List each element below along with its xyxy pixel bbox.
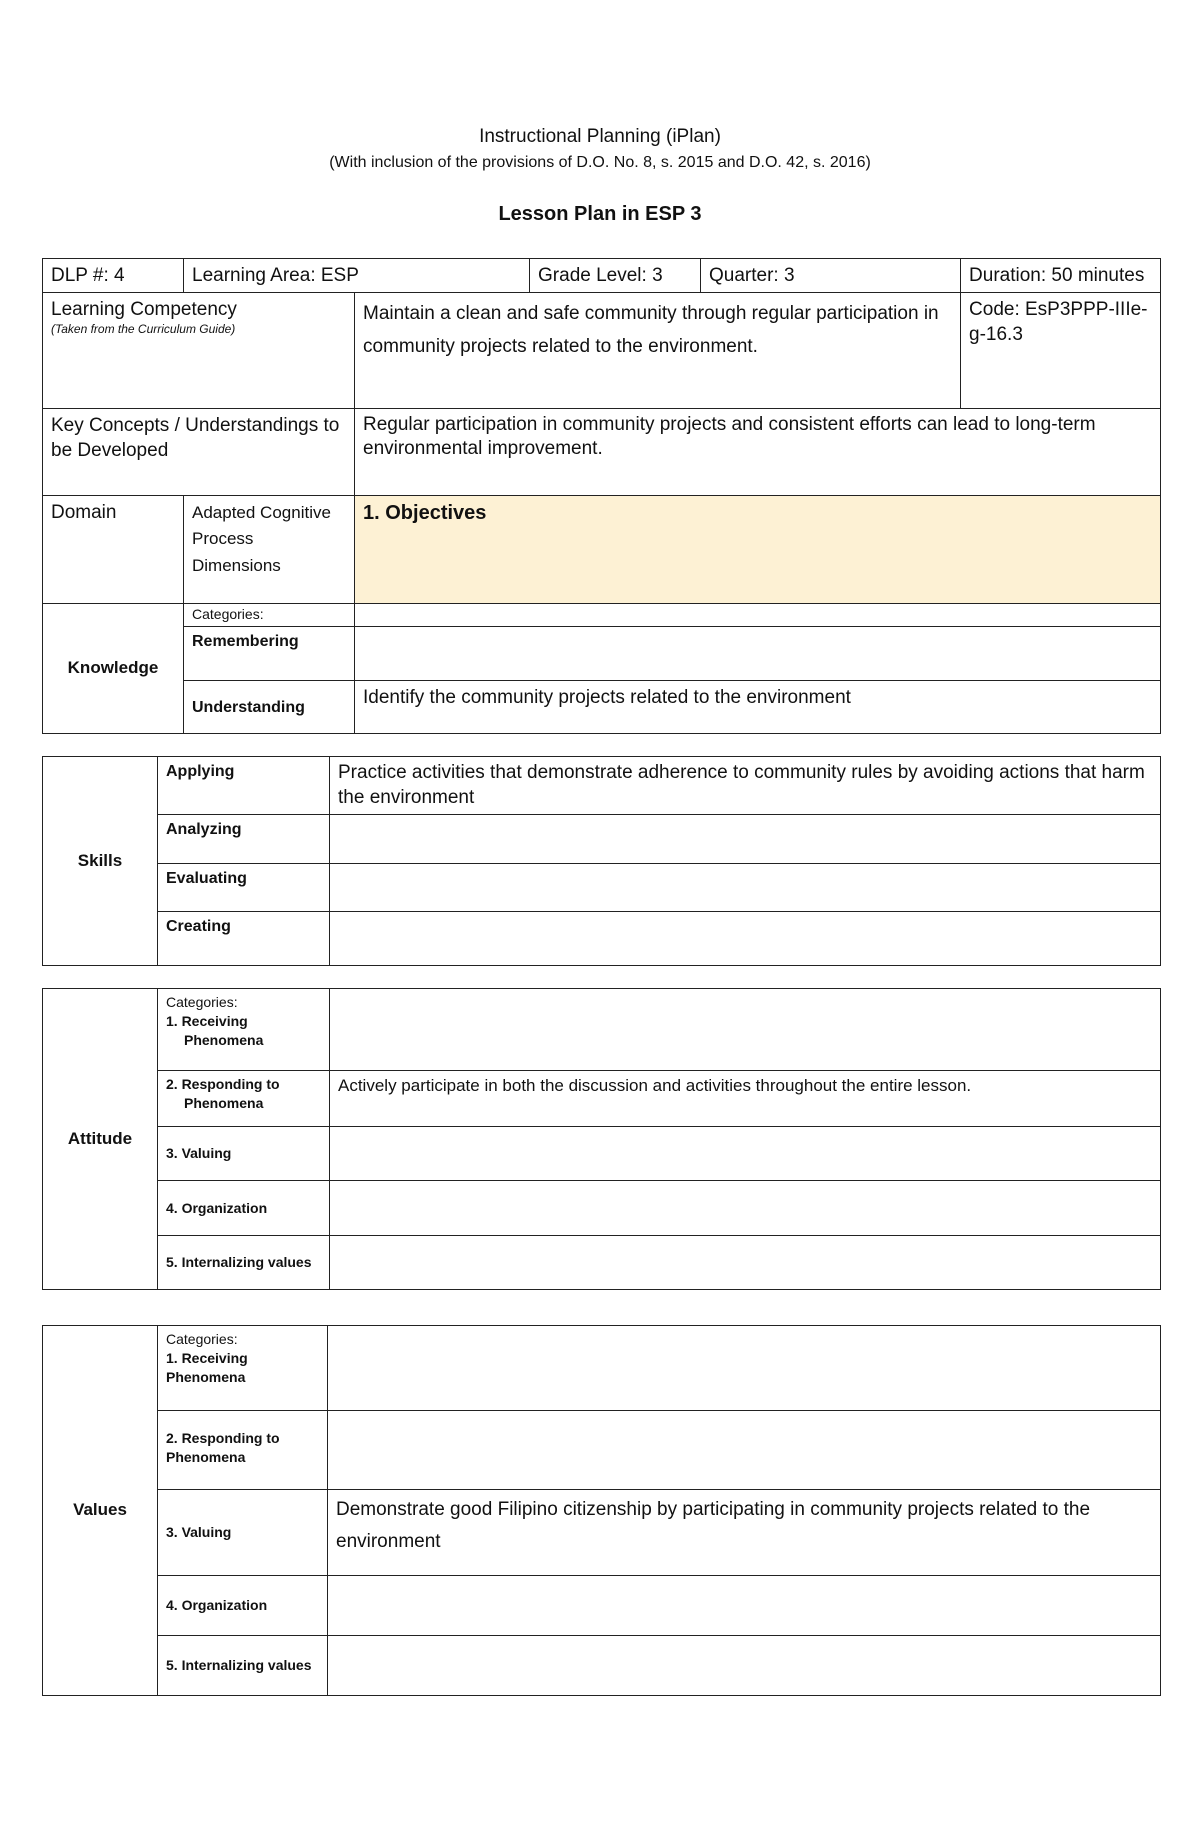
values-cat-1: 1. Receiving	[166, 1349, 248, 1366]
values-cat-2b: Phenomena	[166, 1448, 246, 1465]
attitude-responding-text: Actively participate in both the discussion and activities throughout the entire lesson.	[330, 1071, 1161, 1127]
competency-code: Code: EsP3PPP-IIIe-g-16.3	[961, 293, 1161, 409]
attitude-categories-label: Categories:	[166, 994, 238, 1010]
grade-level: Grade Level: 3	[530, 259, 701, 293]
learning-competency-label: Learning Competency	[51, 299, 237, 321]
attitude-cat-1b: Phenomena	[184, 1031, 264, 1048]
values-cat-1b: Phenomena	[166, 1368, 246, 1385]
attitude-table	[42, 988, 1161, 1290]
values-cat-3: 3. Valuing	[158, 1490, 328, 1576]
values-valuing-text: Demonstrate good Filipino citizenship by participating in community projects related to the environment	[328, 1490, 1161, 1576]
understanding-label: Understanding	[184, 681, 355, 734]
curriculum-guide-note: (Taken from the Curriculum Guide)	[51, 322, 236, 337]
evaluating-cell	[330, 864, 1161, 912]
attitude-internalizing-cell	[330, 1236, 1161, 1290]
dlp-number: DLP #: 4	[43, 259, 184, 293]
key-concepts-text: Regular participation in community projects and consistent efforts can lead to long-term environmental improvement.	[355, 409, 1161, 496]
applying-text: Practice activities that demonstrate adherence to community rules by avoiding actions that harm the environment	[330, 757, 1161, 815]
values-cat-2: 2. Responding to	[166, 1430, 280, 1446]
skills-table	[42, 756, 1161, 966]
key-concepts-label: Key Concepts / Understandings to be Developed	[43, 409, 355, 496]
attitude-cat-3: 3. Valuing	[158, 1127, 330, 1181]
attitude-label: Attitude	[43, 989, 158, 1290]
attitude-cat-2: 2. Responding to	[166, 1076, 280, 1092]
remembering-label: Remembering	[184, 627, 355, 681]
attitude-cat-2b: Phenomena	[184, 1094, 264, 1111]
analyzing-label: Analyzing	[158, 815, 330, 864]
duration: Duration: 50 minutes	[961, 259, 1161, 293]
attitude-cat-4: 4. Organization	[158, 1181, 330, 1236]
attitude-cat-2-cell	[158, 1071, 330, 1127]
understanding-text: Identify the community projects related to the environment	[355, 681, 1161, 734]
lesson-plan-main-table	[42, 258, 1161, 734]
document-subtitle: (With inclusion of the provisions of D.O. No. 8, s. 2015 and D.O. 42, s. 2016)	[329, 154, 871, 171]
knowledge-categories-cell	[355, 604, 1161, 627]
values-label: Values	[43, 1326, 158, 1696]
lesson-title: Lesson Plan in ESP 3	[498, 203, 702, 225]
remembering-cell	[355, 627, 1161, 681]
creating-label: Creating	[158, 912, 330, 966]
learning-competency-text: Maintain a clean and safe community through regular participation in community projects related to the environment.	[355, 293, 961, 409]
values-categories-label: Categories:	[166, 1331, 238, 1347]
values-internalizing-cell	[328, 1636, 1161, 1696]
values-cat-2-cell	[158, 1411, 328, 1490]
values-responding-cell	[328, 1411, 1161, 1490]
adapted-dimensions-label: Adapted Cognitive Process Dimensions	[184, 496, 355, 604]
values-categories-cell	[158, 1326, 328, 1411]
learning-area: Learning Area: ESP	[184, 259, 530, 293]
attitude-receiving-cell	[330, 989, 1161, 1071]
analyzing-cell	[330, 815, 1161, 864]
values-table	[42, 1325, 1161, 1696]
attitude-cat-5: 5. Internalizing values	[158, 1236, 330, 1290]
creating-cell	[330, 912, 1161, 966]
learning-competency-label-cell	[43, 293, 355, 409]
attitude-organization-cell	[330, 1181, 1161, 1236]
quarter: Quarter: 3	[701, 259, 961, 293]
values-receiving-cell	[328, 1326, 1161, 1411]
knowledge-label: Knowledge	[43, 604, 184, 734]
attitude-valuing-cell	[330, 1127, 1161, 1181]
objectives-heading: 1. Objectives	[355, 496, 1161, 604]
values-cat-5: 5. Internalizing values	[158, 1636, 328, 1696]
domain-label: Domain	[43, 496, 184, 604]
values-organization-cell	[328, 1576, 1161, 1636]
skills-label: Skills	[43, 757, 158, 966]
document-title: Instructional Planning (iPlan)	[479, 126, 721, 147]
evaluating-label: Evaluating	[158, 864, 330, 912]
attitude-categories-cell	[158, 989, 330, 1071]
values-cat-4: 4. Organization	[158, 1576, 328, 1636]
applying-label: Applying	[158, 757, 330, 815]
attitude-cat-1: 1. Receiving	[166, 1012, 248, 1029]
knowledge-categories-label: Categories:	[184, 604, 355, 627]
